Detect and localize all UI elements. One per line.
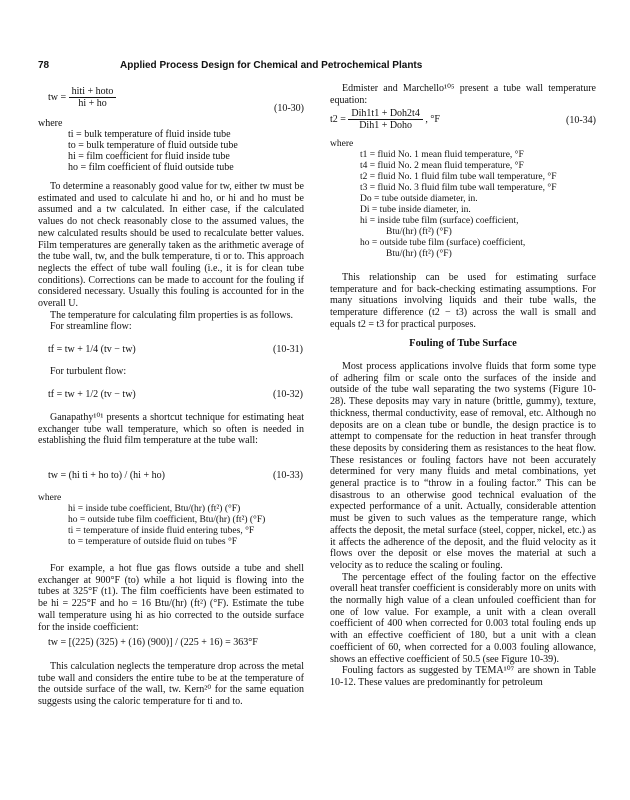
definition: ti = temperature of inside fluid entering tubes, °F (68, 526, 255, 536)
definition: hi = film coefficient for fluid inside tube (68, 151, 230, 162)
page-number: 78 (38, 60, 50, 71)
body-text-left-1 (38, 181, 304, 333)
eq-text: tw = (hi ti + ho to) / (hi + ho) (48, 470, 165, 481)
paragraph: To determine a reasonably good value for tw, either tw must be estimated and used to calculate hi and ho, or hi and ho must be assumed and a tw calculated. In either case, if the calculated values do not check reasonably close to the assumed values, the new calculated results should be used to recalculate better values. Film temperatures are generally taken as the arithmetic average of the tube wall, tw, and the bulk temperature, ti or to. This approach neglects the effect of tube wall fouling (i.e., it is for clean tube conditions). Corrections can be made to account for the fouling if considered necessary. Usually this fouling is accounted for in the overall U. (38, 181, 304, 310)
body-text-right-1 (330, 83, 596, 106)
eq-unit: , °F (425, 113, 440, 125)
paragraph: Most process applications involve fluids that form some type of adhering film or scale onto the surfaces of the inside and outside of the tube wall separating the two systems (Figure 10-28). These deposits may vary in nature (brittle, gummy), texture, thickness, thermal conductivity, ease of removal, etc. Although no deposits are on a clean tube or bundle, the design practice is to attempt to compensate for the reduction in heat transfer through these deposits by considering them as resistances to the heat flow. These resistances or fouling factors have not been accurately determined for very many fluids and metal combinations, yet general practice is to “throw in a fouling factor.” This can be disastrous to an otherwise good technical evaluation of the expected performance of a unit. Actually, considerable attention must be given to such values as the temperature range, which affects the deposit, the metal surface (steel, copper, nickel, etc.) as it affects the adherence of the deposit, and the fluid velocity as it flows over the deposit or else moves the material at such a velocity as to reduce the scaling or fouling. (330, 361, 596, 571)
section-heading: Fouling of Tube Surface (409, 338, 517, 349)
paragraph: This relationship can be used for estimating surface temperature and for back-checking estimating assumptions. For many situations involving liquids and their tube walls, the temperature difference (t2 − t3) across the wall is small and equals t2 = t3 for practical purposes. (330, 272, 596, 330)
definition-continued: Btu/(hr) (ft²) (°F) (386, 249, 452, 259)
body-text-right-3 (330, 361, 596, 689)
eq-label: (10-32) (273, 389, 303, 400)
eq-denominator: Dih1 + Doho (359, 120, 413, 131)
definition: ho = outside tube film (surface) coefficient, (360, 238, 526, 248)
paragraph: The temperature for calculating film properties is as follows. (50, 309, 293, 321)
paragraph: Edmister and Marchello¹⁰⁵ present a tube wall temperature equation: (330, 83, 596, 106)
eq-fraction (69, 86, 117, 109)
eq-lhs: tw = (48, 91, 67, 103)
body-text-right-2 (330, 272, 596, 331)
paragraph: This calculation neglects the temperature drop across the metal tube wall and considers the entire tube to be at the temperature of the outside surface of the wall, tw. Kern²⁰ for the same equation suggests using the caloric temperature for ti and to. (38, 661, 304, 708)
equation-example (48, 637, 303, 649)
definition: to = temperature of outside fluid on tubes °F (68, 537, 238, 547)
definition: t1 = fluid No. 1 mean fluid temperature, °F (360, 150, 524, 160)
definition: Do = tube outside diameter, in. (360, 194, 478, 204)
where-block-2 (38, 493, 304, 548)
definition: hi = inside tube coefficient, Btu/(hr) (ft²) (°F) (68, 504, 241, 514)
body-text-left-5 (38, 661, 304, 708)
paragraph: The percentage effect of the fouling factor on the effective overall heat transfer coefficient is considerably more on units with the normally high value of a clean unfouled coefficient than for one of low value. For example, a unit with a clean overall coefficient of 400 when corrected for 0.003 total fouling ends up with an effective coefficient of 180, but a unit with a clean coefficient of 60, when corrected for a 0.003 fouling allowance, shows an effective coefficient of 50.5 (see Figure 10-39). (330, 571, 596, 665)
where-block-1 (38, 118, 304, 173)
where-label: where (38, 118, 63, 129)
definition: ho = film coefficient of fluid outside tube (68, 162, 234, 173)
body-text-left-2 (38, 366, 304, 378)
eq-label: (10-31) (273, 344, 303, 355)
where-label: where (330, 139, 354, 149)
definition: t2 = fluid No. 1 fluid film tube wall temperature, °F (360, 172, 557, 182)
where-block-3 (330, 139, 596, 260)
equation-10-31 (48, 344, 303, 356)
equation-10-30 (38, 86, 304, 114)
definition: t3 = fluid No. 3 fluid film tube wall temperature, °F (360, 183, 557, 193)
definition: ti = bulk temperature of fluid inside tube (68, 129, 231, 140)
definition: hi = inside tube film (surface) coefficient, (360, 216, 519, 226)
body-text-left-3 (38, 412, 304, 447)
paragraph: Fouling factors as suggested by TEMA¹⁰⁷ are shown in Table 10-12. These values are predominantly for petroleum (330, 665, 596, 688)
eq-text: tw = [(225) (325) + (16) (900)] / (225 + 16) = 363°F (48, 637, 258, 648)
definition: Di = tube inside diameter, in. (360, 205, 471, 215)
equation-10-33 (48, 470, 303, 482)
where-label: where (38, 493, 62, 503)
definition-continued: Btu/(hr) (ft²) (°F) (386, 227, 452, 237)
definition: ho = outside tube film coefficient, Btu/(hr) (ft²) (°F) (68, 515, 266, 525)
eq-label: (10-34) (566, 115, 596, 126)
equation-10-32 (48, 389, 303, 401)
eq-numerator: hiti + hoto (69, 86, 117, 98)
paragraph: Ganapathy¹⁰¹ presents a shortcut technique for estimating heat exchanger tube wall temperature, which so often is needed in establishing the fluid film temperature at the tube wall: (38, 412, 304, 447)
equation-10-34 (330, 108, 596, 131)
paragraph: For streamline flow: (50, 321, 132, 333)
body-text-left-4 (38, 563, 304, 633)
eq-lhs: t2 = (330, 113, 346, 125)
definition: t4 = fluid No. 2 mean fluid temperature, °F (360, 161, 524, 171)
eq-text: tf = tw + 1/2 (tv − tw) (48, 389, 136, 400)
eq-label: (10-33) (273, 470, 303, 481)
running-title: Applied Process Design for Chemical and Petrochemical Plants (120, 60, 423, 71)
definition: to = bulk temperature of fluid outside tube (68, 140, 238, 151)
eq-label: (10-30) (274, 103, 304, 114)
paragraph: For example, a hot flue gas flows outside a tube and shell exchanger at 900°F (to) while a hot liquid is flowing into the tubes at 325°F (t1). The film coefficients have been estimated to be hi = 225°F and ho = 16 Btu/(hr) (ft²) (°F). Estimate the tube wall temperature using hi as hio corrected to the outside surface for the inside coefficient: (38, 563, 304, 633)
eq-denominator: hi + ho (78, 98, 107, 109)
eq-fraction (348, 108, 422, 131)
eq-numerator: Dih1t1 + Doh2t4 (348, 108, 422, 120)
paragraph: For turbulent flow: (50, 366, 127, 377)
eq-text: tf = tw + 1/4 (tv − tw) (48, 344, 136, 355)
